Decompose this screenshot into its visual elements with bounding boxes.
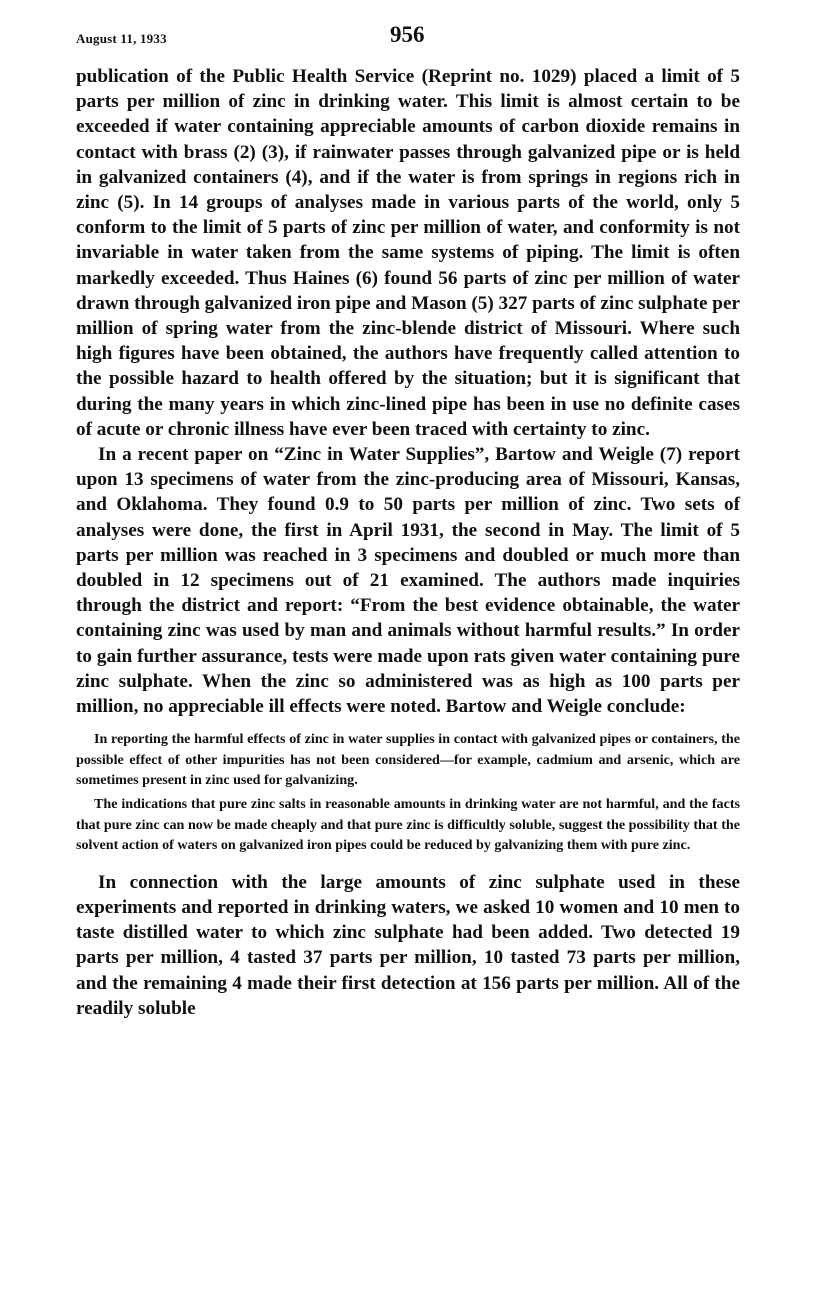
body-paragraph-3: In connection with the large amounts of zinc sulphate used in these experiments and reported in drinking waters, we asked 10 women and 10 men to taste distilled water to which zinc sulphate had been added. Two detected 19 parts per million, 4 tasted 37 parts per million, 10 tasted 73 parts per million, and the remaining 4 made their first detection at 156 parts per million. All of the readily soluble [76,871,740,1019]
document-page [76,22,740,1021]
page-header [76,22,740,56]
body-paragraph-1: publication of the Public Health Service (Reprint no. 1029) placed a limit of 5 parts per million of zinc in drinking water. This limit is almost certain to be exceeded if water containing appreciable amounts of carbon dioxide remains in contact with brass (2) (3), if rainwater passes through galvanized pipe or is held in galvanized containers (4), and if the water is from springs in regions rich in zinc (5). In 14 groups of analyses made in various parts of the world, only 5 conform to the limit of 5 parts of zinc per million of water, and conformity is not invariable in water taken from the same systems of piping. The limit is often markedly exceeded. Thus Haines (6) found 56 parts of zinc per million of water drawn through galvanized iron pipe and Mason (5) 327 parts of zinc sulphate per million of spring water from the zinc-blende district of Missouri. Where such high figures have been obtained, the authors have frequently called attention to the possible hazard to health offered by the situation; but it is significant that during the many years in which zinc-lined pipe has been in use no definite cases of acute or chronic illness have ever been traced with certainty to zinc. [76,66,740,440]
block-quote-2: The indications that pure zinc salts in reasonable amounts in drinking water are not harmful, and the facts that pure zinc can now be made cheaply and that pure zinc is difficultly soluble, suggest the possibility that the solvent action of waters on galvanized iron pipes could be reduced by galvanizing them with pure zinc. [76,796,740,854]
header-date: August 11, 1933 [76,31,167,46]
block-quote-1: In reporting the harmful effects of zinc in water supplies in contact with galvanized pipes or containers, the possible effect of other impurities has not been considered—for example, cadmium and arsenic, which are sometimes present in zinc used for galvanizing. [76,731,740,789]
body-paragraph-2: In a recent paper on “Zinc in Water Supplies”, Bartow and Weigle (7) report upon 13 specimens of water from the zinc-producing area of Missouri, Kansas, and Oklahoma. They found 0.9 to 50 parts per million of zinc. Two sets of analyses were done, the first in April 1931, the second in May. The limit of 5 parts per million was reached in 3 specimens and doubled or much more than doubled in 12 specimens out of 21 examined. The authors made inquiries through the district and report: “From the best evidence obtainable, the water containing zinc was used by man and animals without harmful results.” In order to gain further assurance, tests were made upon rats given water containing pure zinc sulphate. When the zinc so administered was as high as 100 parts per million, no appreciable ill effects were noted. Bartow and Weigle conclude: [76,444,740,718]
page-number: 956 [390,22,425,47]
